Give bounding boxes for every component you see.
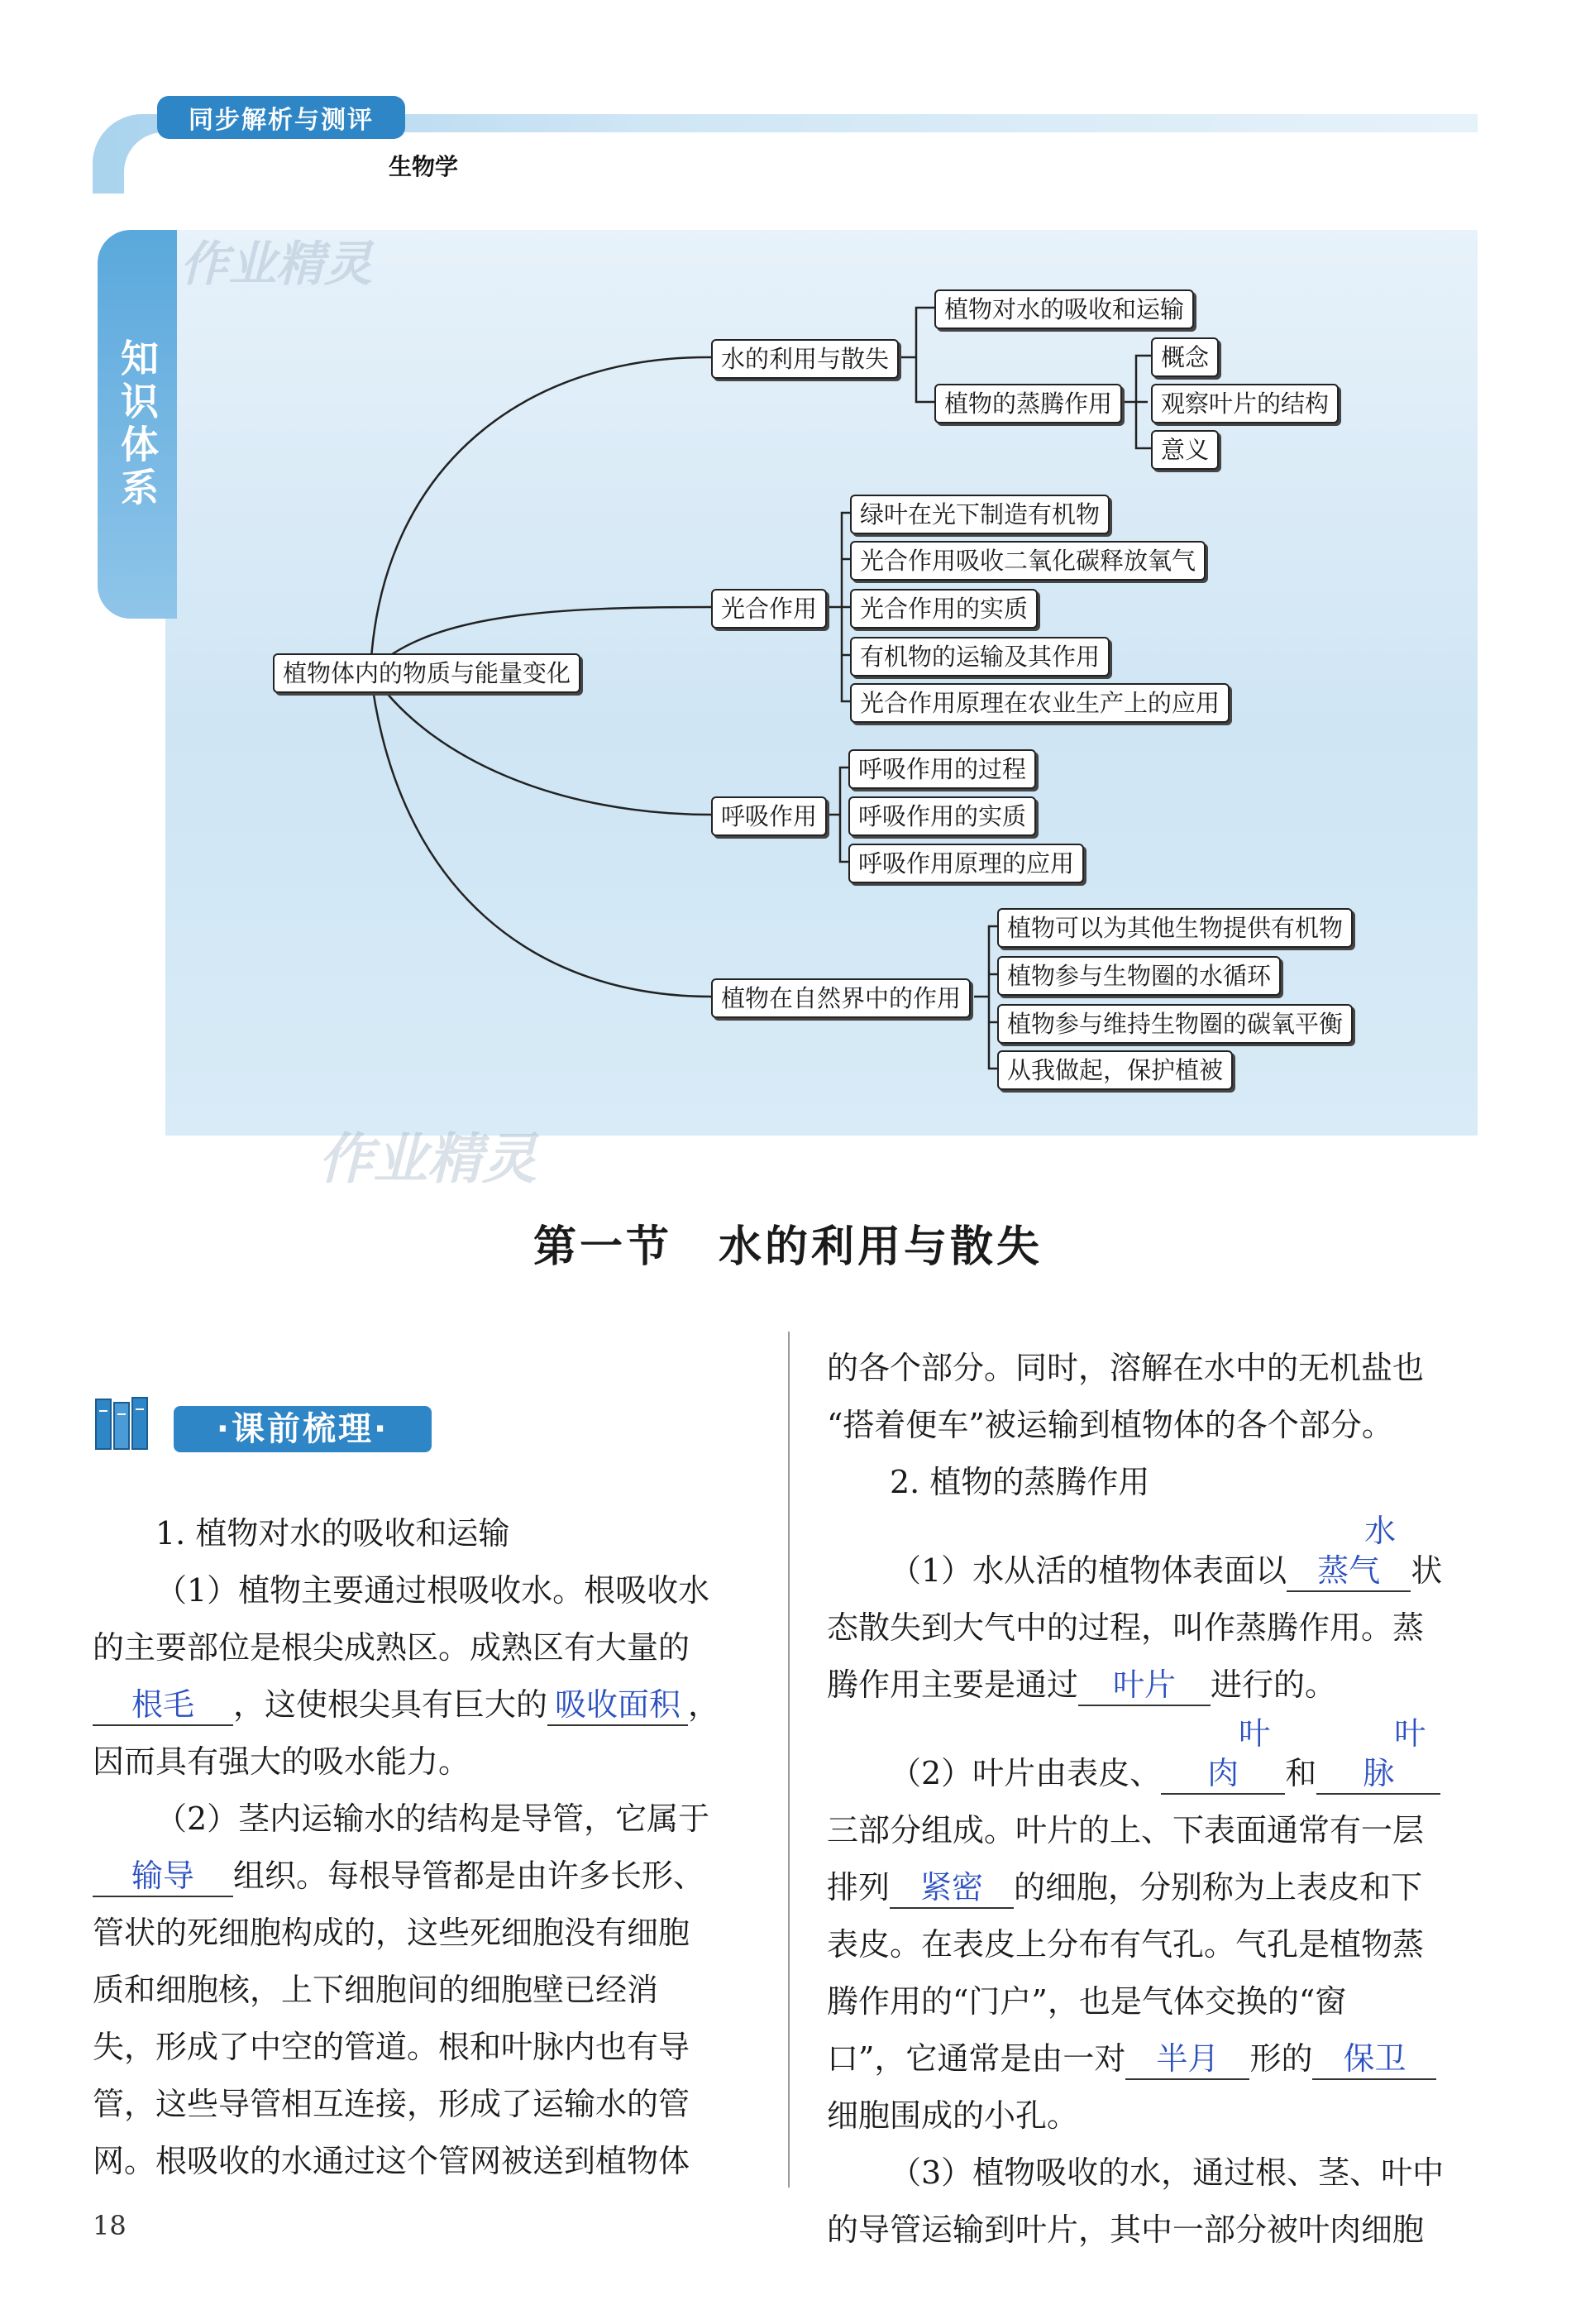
text-line (827, 1657, 1480, 1714)
text-line: 质和细胞核，上下细胞间的细胞壁已经消 (93, 1972, 659, 2008)
mindmap-leaf: 植物可以为其他生物提供有机物 (997, 908, 1353, 948)
mindmap-subbranch-transpiration: 植物的蒸腾作用 (934, 384, 1122, 423)
text-line (93, 1676, 754, 1733)
books-icon (93, 1394, 167, 1452)
subject-label: 生物学 (389, 153, 459, 180)
mindmap-leaf: 光合作用吸收二氧化碳释放氧气 (850, 541, 1206, 581)
answer-blank[interactable]: 吸收面积 (547, 1685, 688, 1726)
mindmap-root: 植物体内的物质与能量变化 (273, 653, 580, 693)
text-fragment: 的细胞，分别称为上表皮和下 (1014, 1869, 1423, 1906)
mindmap-leaf: 意义 (1151, 430, 1219, 470)
section-title: 第一节 水的利用与散失 (532, 1222, 1043, 1272)
answer-blank[interactable]: 半月 (1125, 2039, 1249, 2080)
text-line (827, 2030, 1480, 2087)
text-fragment: （2）叶片由表皮、 (890, 1755, 1162, 1791)
text-fragment: 口”，它通常是由一对 (827, 2040, 1126, 2077)
text-fragment: ，这使根尖具有巨大的 (233, 1686, 548, 1723)
text-line: 细胞围成的小孔。 (827, 2097, 1079, 2134)
text-line: （2）茎内运输水的结构是导管，它属于 (155, 1800, 710, 1837)
text-line: 的各个部分。同时，溶解在水中的无机盐也 (827, 1350, 1425, 1386)
answer-blank[interactable]: 保卫 (1312, 2039, 1436, 2080)
text-line (827, 1714, 1480, 1802)
heading-water-absorption: 1. 植物对水的吸收和运输 (155, 1515, 510, 1552)
text-line: 失，形成了中空的管道。根和叶脉内也有导 (93, 2029, 690, 2065)
mid-watermark: 作业精灵 (318, 1127, 537, 1191)
heading-transpiration: 2. 植物的蒸腾作用 (890, 1464, 1150, 1500)
text-line (93, 1848, 754, 1905)
text-line: 三部分组成。叶片的上、下表面通常有一层 (827, 1812, 1425, 1848)
mindmap-leaf: 有机物的运输及其作用 (850, 637, 1110, 677)
mindmap-leaf: 绿叶在光下制造有机物 (850, 495, 1110, 534)
left-column (93, 1505, 754, 2190)
mindmap-leaf: 呼吸作用的过程 (848, 749, 1036, 789)
text-line: 的导管运输到叶片，其中一部分被叶肉细胞 (827, 2212, 1425, 2248)
answer-blank[interactable]: 输导 (93, 1856, 233, 1897)
text-line: （3）植物吸收的水，通过根、茎、叶中 (890, 2154, 1445, 2191)
text-line (827, 1511, 1480, 1600)
mindmap-branch-nature: 植物在自然界中的作用 (711, 978, 971, 1018)
text-line: 腾作用的“门户”，也是气体交换的“窗 (827, 1983, 1347, 2020)
text-fragment: 形的 (1249, 2040, 1313, 2077)
text-line: 的主要部位是根尖成熟区。成熟区有大量的 (93, 1629, 690, 1666)
side-tab-text: 知识体系 (115, 338, 160, 510)
text-line: 管，这些导管相互连接，形成了运输水的管 (93, 2086, 690, 2122)
mindmap-leaf: 光合作用原理在农业生产上的应用 (850, 683, 1230, 723)
answer-blank[interactable]: 叶脉 (1316, 1714, 1440, 1795)
text-line: （1）植物主要通过根吸收水。根吸收水 (155, 1572, 710, 1609)
answer-blank[interactable]: 水蒸气 (1287, 1511, 1411, 1592)
answer-blank[interactable]: 根毛 (93, 1685, 233, 1726)
page-number: 18 (93, 2210, 127, 2241)
series-tab: 同步解析与测评 (157, 96, 405, 139)
mindmap-leaf: 从我做起，保护植被 (997, 1050, 1233, 1090)
text-fragment: ， (688, 1686, 720, 1723)
text-fragment: 腾作用主要是通过 (827, 1666, 1079, 1703)
mindmap-branch-respiration: 呼吸作用 (711, 796, 827, 836)
text-line (827, 1859, 1480, 1916)
text-line: 态散失到大气中的过程，叫作蒸腾作用。蒸 (827, 1609, 1425, 1646)
right-column (827, 1340, 1480, 2259)
text-fragment: 组织。每根导管都是由许多长形、 (233, 1858, 705, 1894)
text-fragment: 排列 (827, 1869, 891, 1906)
text-line: 表皮。在表皮上分布有气孔。气孔是植物蒸 (827, 1926, 1425, 1963)
text-fragment: 状 (1411, 1552, 1443, 1589)
text-fragment: （1）水从活的植物体表面以 (890, 1552, 1287, 1589)
text-line: 管状的死细胞构成的，这些死细胞没有细胞 (93, 1915, 690, 1951)
text-line: 网。根吸收的水通过这个管网被送到植物体 (93, 2143, 690, 2179)
mindmap-leaf: 植物参与维持生物圈的碳氧平衡 (997, 1004, 1353, 1044)
text-fragment: 和 (1285, 1755, 1317, 1791)
mindmap-branch-water: 水的利用与散失 (711, 339, 899, 379)
mindmap-leaf: 植物对水的吸收和运输 (934, 289, 1194, 329)
mindmap-leaf: 概念 (1151, 337, 1219, 377)
mindmap-leaf: 呼吸作用的实质 (848, 796, 1036, 836)
answer-blank[interactable]: 叶片 (1078, 1665, 1211, 1706)
answer-blank[interactable]: 叶肉 (1161, 1714, 1285, 1795)
column-divider (788, 1332, 790, 2188)
mindmap-leaf: 植物参与生物圈的水循环 (997, 956, 1281, 996)
pre-class-banner: ·课前梳理· (174, 1406, 432, 1452)
mindmap-leaf: 光合作用的实质 (850, 589, 1038, 629)
text-fragment: 进行的。 (1211, 1666, 1337, 1703)
mindmap-leaf: 呼吸作用原理的应用 (848, 844, 1084, 883)
mindmap-leaf: 观察叶片的结构 (1151, 384, 1339, 423)
mindmap-branch-photosynthesis: 光合作用 (711, 589, 827, 629)
panel-watermark: 作业精灵 (180, 236, 373, 292)
text-line: 因而具有强大的吸水能力。 (93, 1743, 470, 1780)
text-line: “搭着便车”被运输到植物体的各个部分。 (827, 1407, 1393, 1443)
answer-blank[interactable]: 紧密 (890, 1867, 1014, 1909)
